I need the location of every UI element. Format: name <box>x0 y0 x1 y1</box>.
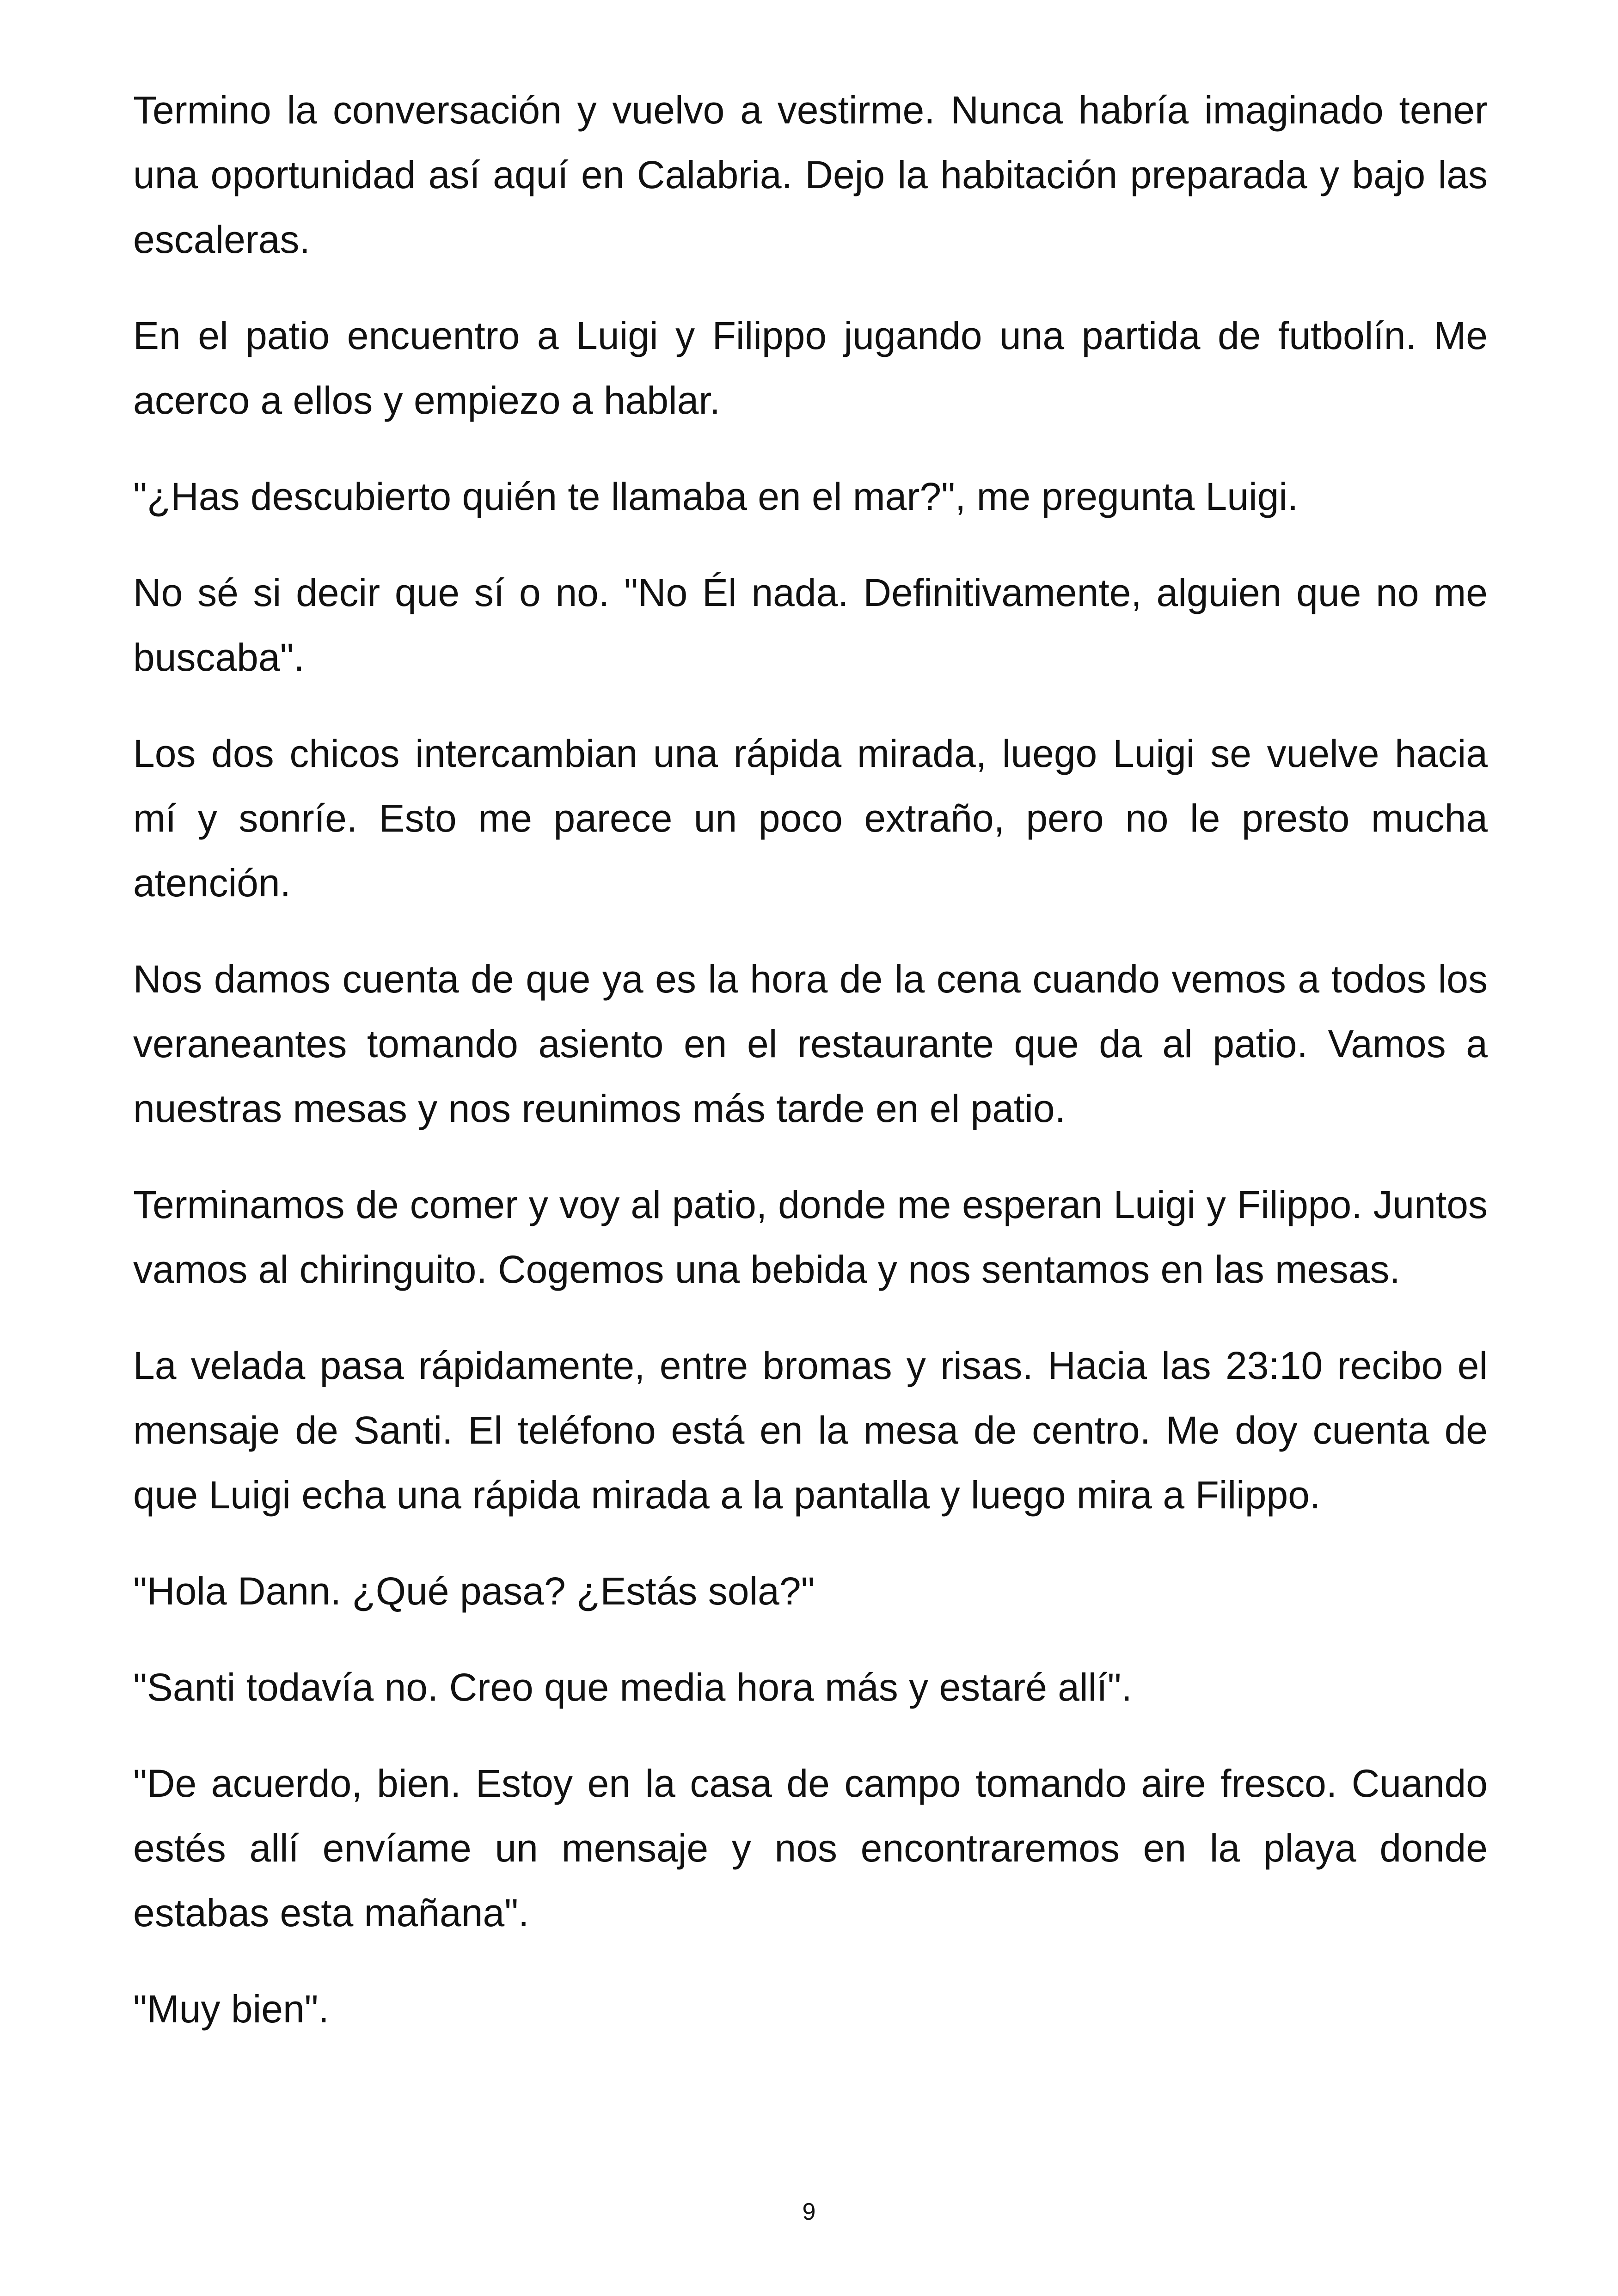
paragraph: Nos damos cuenta de que ya es la hora de la cena cuando vemos a todos los veraneantes tomando asiento en el restaurante que da al patio. Vamos a nuestras mesas y nos reunimos más tarde en el patio. <box>133 957 1488 1130</box>
paragraph: Los dos chicos intercambian una rápida mirada, luego Luigi se vuelve hacia mí y sonríe. Esto me parece un poco extraño, pero no le presto mucha atención. <box>133 732 1488 905</box>
paragraph: Terminamos de comer y voy al patio, donde me esperan Luigi y Filippo. Juntos vamos al chiringuito. Cogemos una bebida y nos sentamos en las mesas. <box>133 1183 1488 1291</box>
paragraph: "Hola Dann. ¿Qué pasa? ¿Estás sola?" <box>133 1569 815 1613</box>
paragraph: Termino la conversación y vuelvo a vestirme. Nunca habría imaginado tener una oportunidad así aquí en Calabria. Dejo la habitación preparada y bajo las escaleras. <box>133 88 1488 261</box>
paragraph: En el patio encuentro a Luigi y Filippo jugando una partida de futbolín. Me acerco a ellos y empiezo a hablar. <box>133 314 1488 422</box>
paragraph: No sé si decir que sí o no. "No Él nada. Definitivamente, alguien que no me buscaba". <box>133 571 1488 679</box>
paragraph: "Santi todavía no. Creo que media hora más y estaré allí". <box>133 1665 1132 1709</box>
page-body <box>133 78 1488 2073</box>
paragraph: "De acuerdo, bien. Estoy en la casa de campo tomando aire fresco. Cuando estés allí envíame un mensaje y nos encontraremos en la playa donde estabas esta mañana". <box>133 1762 1488 1935</box>
paragraph: "¿Has descubierto quién te llamaba en el mar?", me pregunta Luigi. <box>133 475 1299 518</box>
page-number: 9 <box>802 2198 816 2225</box>
paragraph: "Muy bien". <box>133 1987 329 2031</box>
paragraph: La velada pasa rápidamente, entre bromas y risas. Hacia las 23:10 recibo el mensaje de Santi. El teléfono está en la mesa de centro. Me doy cuenta de que Luigi echa una rápida mirada a la pantalla y luego mira a Filippo. <box>133 1344 1488 1517</box>
